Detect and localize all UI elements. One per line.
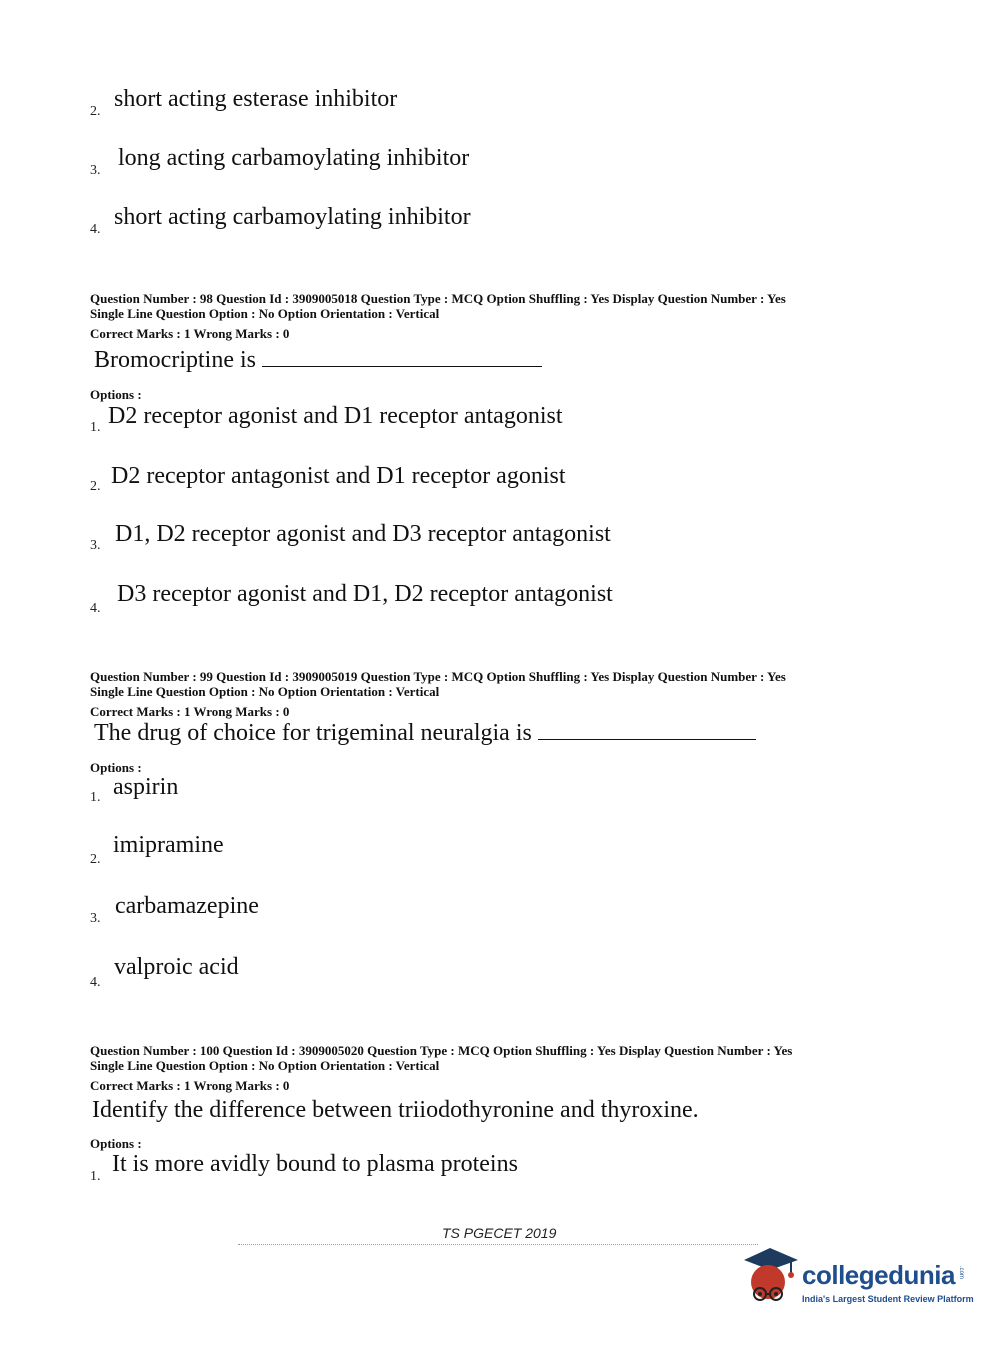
option-number: 2. <box>90 104 101 119</box>
question-text: The drug of choice for trigeminal neuralgia is <box>94 719 756 747</box>
option-number: 3. <box>90 163 101 178</box>
options-label: Options : <box>90 387 142 402</box>
option-number: 3. <box>90 911 101 926</box>
option-text: It is more avidly bound to plasma proteins <box>112 1151 518 1177</box>
question-meta-line2: Single Line Question Option : No Option Orientation : Vertical <box>90 684 440 699</box>
option-text: D1, D2 receptor agonist and D3 receptor antagonist <box>115 521 611 547</box>
option-number: 2. <box>90 852 101 867</box>
option-text: D2 receptor antagonist and D1 receptor agonist <box>111 463 566 489</box>
answer-blank <box>262 346 542 367</box>
question-marks: Correct Marks : 1 Wrong Marks : 0 <box>90 326 290 341</box>
question-marks: Correct Marks : 1 Wrong Marks : 0 <box>90 704 290 719</box>
option-number: 1. <box>90 790 101 805</box>
question-meta: Question Number : 98 Question Id : 3909005018 Question Type : MCQ Option Shuffling : Yes Display Question Number : Yes <box>90 291 786 306</box>
option-text: D3 receptor agonist and D1, D2 receptor antagonist <box>117 581 613 607</box>
question-text: Bromocriptine is <box>94 346 542 374</box>
collegedunia-logo <box>740 1246 974 1316</box>
logo-tagline: India's Largest Student Review Platform <box>802 1294 974 1304</box>
mascot-icon <box>740 1246 800 1308</box>
option-text: aspirin <box>113 774 179 800</box>
option-number: 4. <box>90 975 101 990</box>
answer-blank <box>538 719 756 740</box>
question-meta: Question Number : 100 Question Id : 3909005020 Question Type : MCQ Option Shuffling : Yes Display Question Number : Yes <box>90 1043 793 1058</box>
question-meta: Question Number : 99 Question Id : 3909005019 Question Type : MCQ Option Shuffling : Yes Display Question Number : Yes <box>90 669 786 684</box>
option-number: 1. <box>90 420 101 435</box>
option-text: carbamazepine <box>115 893 259 919</box>
question-marks: Correct Marks : 1 Wrong Marks : 0 <box>90 1078 290 1093</box>
options-label: Options : <box>90 760 142 775</box>
question-meta-line2: Single Line Question Option : No Option Orientation : Vertical <box>90 306 440 321</box>
option-number: 3. <box>90 538 101 553</box>
logo-wordmark: collegedunia <box>802 1260 955 1290</box>
question-meta-line2: Single Line Question Option : No Option Orientation : Vertical <box>90 1058 440 1073</box>
footer-divider <box>238 1244 758 1245</box>
option-number: 2. <box>90 479 101 494</box>
option-text: D2 receptor agonist and D1 receptor antagonist <box>108 403 563 429</box>
option-number: 4. <box>90 222 101 237</box>
option-number: 4. <box>90 601 101 616</box>
option-text: short acting carbamoylating inhibitor <box>114 204 471 230</box>
logo-com: .com <box>958 1266 964 1280</box>
options-label: Options : <box>90 1136 142 1151</box>
option-text: imipramine <box>113 832 224 858</box>
option-text: short acting esterase inhibitor <box>114 86 398 112</box>
option-text: long acting carbamoylating inhibitor <box>118 145 470 171</box>
footer-title: TS PGECET 2019 <box>442 1225 557 1241</box>
option-number: 1. <box>90 1169 101 1184</box>
option-text: valproic acid <box>114 954 239 980</box>
question-text: Identify the difference between triiodothyronine and thyroxine. <box>92 1097 699 1123</box>
